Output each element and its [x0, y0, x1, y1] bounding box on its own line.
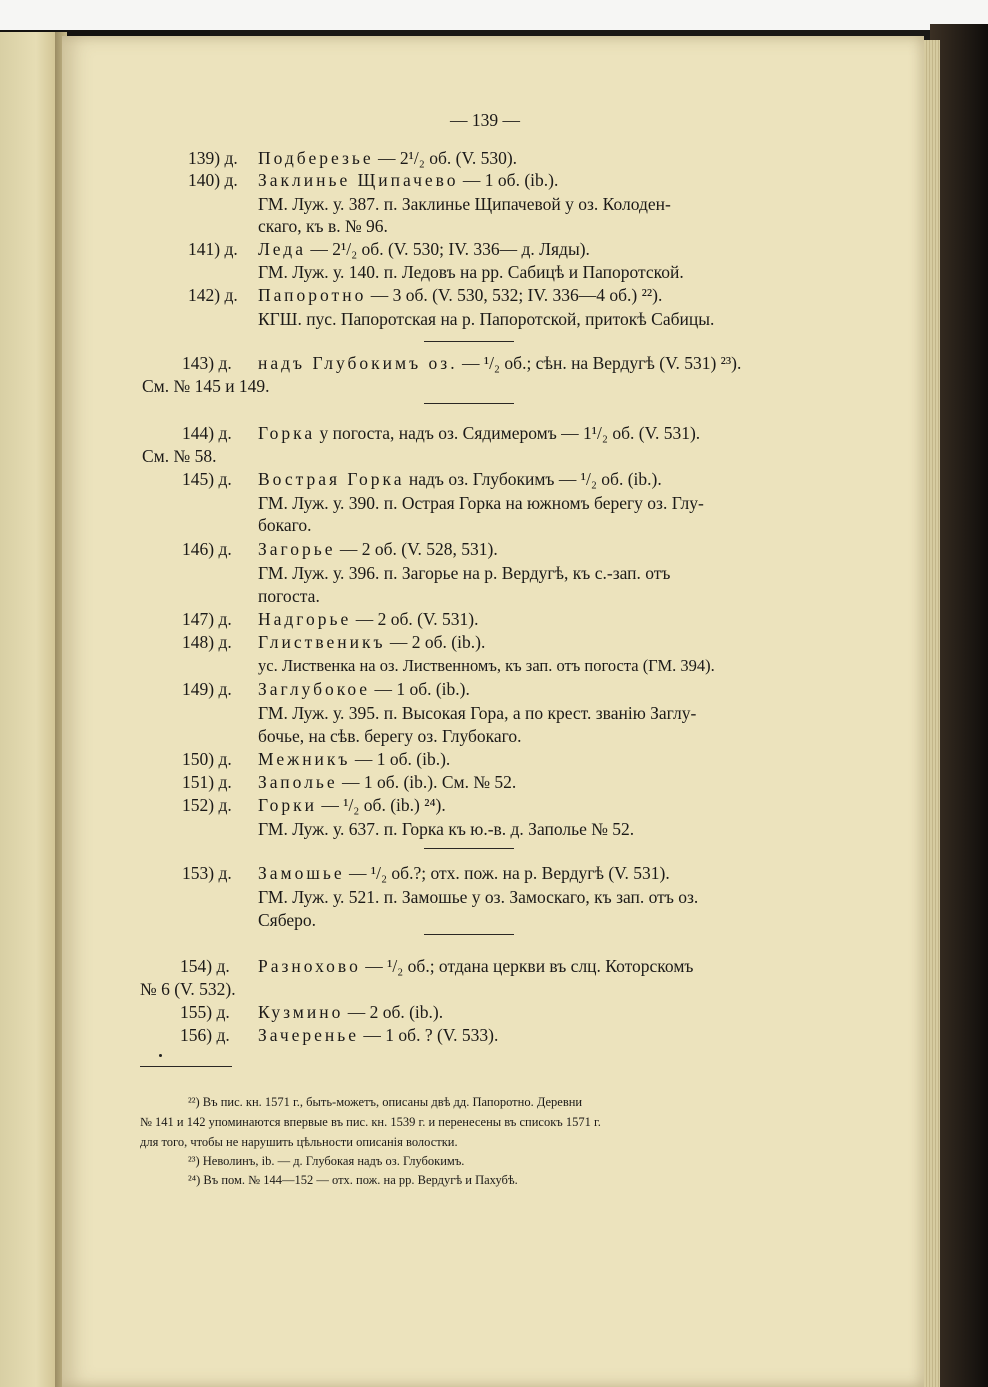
- entry-text: — ¹/₂ об.; сѣн. на Вердугѣ (V. 531) ²³).: [461, 353, 742, 373]
- entry-number: 150) д.: [182, 749, 232, 769]
- village-name: Заполье: [258, 772, 338, 792]
- scan-background-top: [0, 0, 988, 30]
- entry-number: 153) д.: [182, 863, 232, 883]
- entry-text: — 2¹/₂ об. (V. 530; IV. 336— д. Ляды).: [310, 239, 590, 259]
- entry-line: [258, 468, 662, 490]
- entry-number: 145) д.: [182, 469, 232, 489]
- section-divider: [424, 848, 514, 849]
- entry-number: 155) д.: [180, 1002, 230, 1022]
- entry-number: 140) д.: [188, 170, 238, 190]
- village-name: Разнохово: [258, 956, 361, 976]
- section-divider: [424, 934, 514, 935]
- village-name: Загорье: [258, 539, 336, 559]
- entry-line: [258, 1001, 443, 1023]
- entry-text: — 2 об. (ib.).: [347, 1002, 444, 1022]
- entry-text: — 1 об. (ib.).: [374, 679, 470, 699]
- entry-line: [258, 631, 485, 653]
- entry-number: 146) д.: [182, 539, 232, 559]
- footnote-22: ²²) Въ пис. кн. 1571 г., быть-можетъ, описаны двѣ дд. Папоротно. Деревни: [188, 1095, 583, 1109]
- entry-detail: № 6 (V. 532).: [140, 979, 236, 999]
- entry-text: надъ оз. Глубокимъ — ¹/₂ об. (ib.).: [408, 469, 662, 489]
- footnote-22-cont: для того, чтобы не нарушить цѣльности описанія волостки.: [140, 1135, 458, 1149]
- village-name: Горки: [258, 795, 317, 815]
- entry-line: [258, 794, 446, 816]
- entry-line: [258, 422, 700, 444]
- entry-detail: ГМ. Луж. у. 140. п. Ледовъ на рр. Сабицѣ и Папоротской.: [258, 262, 684, 282]
- entry-text: — ¹/₂ об.?; отх. пож. на р. Вердугѣ (V. 531).: [348, 863, 670, 883]
- entry-line: [258, 284, 662, 306]
- entry-line: [258, 1024, 498, 1046]
- entry-detail: ГМ. Луж. у. 521. п. Замошье у оз. Замоскаго, къ зап. отъ оз.: [258, 887, 699, 907]
- entry-detail: ГМ. Луж. у. 396. п. Загорье на р. Вердугѣ, къ с.-зап. отъ: [258, 563, 671, 583]
- entry-text: — 3 об. (V. 530, 532; IV. 336—4 об.) ²²).: [370, 285, 663, 305]
- speck: [159, 1054, 162, 1057]
- entry-text: — 1 об. (ib.). См. № 52.: [342, 772, 517, 792]
- village-name: Заглубокое: [258, 679, 371, 699]
- facing-page-edge: [0, 32, 60, 1387]
- entry-text: у погоста, надъ оз. Сядимеромъ — 1¹/₂ об. (V. 531).: [319, 423, 701, 443]
- entry-detail: ГМ. Луж. у. 390. п. Острая Горка на южномъ берегу оз. Глу-: [258, 493, 704, 513]
- entry-text: — 1 об. (ib.).: [462, 170, 559, 190]
- entry-detail: погоста.: [258, 586, 320, 606]
- entry-detail: ГМ. Луж. у. 395. п. Высокая Гора, а по крест. званію Заглу-: [258, 703, 697, 723]
- village-name: Горка: [258, 423, 316, 443]
- village-name: Папоротно: [258, 285, 367, 305]
- village-name: Зачеренье: [258, 1025, 360, 1045]
- village-name: Леда: [258, 239, 306, 259]
- footnote-24: ²⁴) Въ пом. № 144—152 — отх. пож. на рр. Вердугѣ и Пахубѣ.: [188, 1173, 518, 1187]
- footnote-22-cont: № 141 и 142 упоминаются впервые въ пис. кн. 1539 г. и перенесены въ списокъ 1571 г.: [140, 1115, 601, 1129]
- village-name: Подберезье: [258, 148, 374, 168]
- entry-text: — 2 об. (V. 531).: [355, 609, 479, 629]
- entry-detail: ГМ. Луж. у. 637. п. Горка къ ю.-в. д. Заполье № 52.: [258, 819, 635, 839]
- entry-text: — ¹/₂ об.; отдана церкви въ слц. Которскомъ: [365, 956, 694, 976]
- entry-text: — 2¹/₂ об. (V. 530).: [378, 148, 518, 168]
- footnote-23: ²³) Неволинъ, ib. — д. Глубокая надъ оз. Глубокимъ.: [188, 1154, 465, 1168]
- village-name: Кузмино: [258, 1002, 344, 1022]
- entry-text: — ¹/₂ об. (ib.) ²⁴).: [321, 795, 446, 815]
- entry-number: 156) д.: [180, 1025, 230, 1045]
- section-divider: [424, 403, 514, 404]
- entry-line: [258, 352, 741, 374]
- entry-number: 154) д.: [180, 956, 230, 976]
- footnote-divider: [140, 1066, 232, 1067]
- village-name: Вострая Горка: [258, 469, 405, 489]
- entry-detail: Сяберо.: [258, 910, 317, 930]
- entry-number: 152) д.: [182, 795, 232, 815]
- page-number: — 139 —: [450, 110, 520, 130]
- entry-detail: бочье, на сѣв. берегу оз. Глубокаго.: [258, 726, 522, 746]
- entry-line: [258, 538, 498, 560]
- entry-number: 142) д.: [188, 285, 238, 305]
- entry-number: 149) д.: [182, 679, 232, 699]
- village-name: Заклинье Щипачево: [258, 170, 459, 190]
- village-name: Глиственикъ: [258, 632, 386, 652]
- entry-text: — 1 об. (ib.).: [354, 749, 451, 769]
- entry-detail: См. № 145 и 149.: [142, 376, 270, 396]
- entry-line: [258, 238, 590, 260]
- entry-detail: скаго, къ в. № 96.: [258, 216, 388, 236]
- entry-number: 147) д.: [182, 609, 232, 629]
- entry-line: [258, 748, 450, 770]
- entry-line: [258, 147, 517, 169]
- entry-number: 139) д.: [188, 148, 238, 168]
- entry-number: 151) д.: [182, 772, 232, 792]
- entry-number: 148) д.: [182, 632, 232, 652]
- entry-detail: ус. Лиственка на оз. Лиственномъ, къ зап. отъ погоста (ГМ. 394).: [258, 656, 715, 675]
- entry-detail: См. № 58.: [142, 446, 217, 466]
- entry-line: [258, 169, 558, 191]
- book-page: [62, 36, 924, 1387]
- entry-text: — 2 об. (ib.).: [389, 632, 486, 652]
- entry-detail: ГМ. Луж. у. 387. п. Заклинье Щипачевой у оз. Колоден-: [258, 194, 671, 214]
- entry-line: [258, 678, 470, 700]
- village-name: Надгорье: [258, 609, 352, 629]
- entry-text: — 2 об. (V. 528, 531).: [339, 539, 498, 559]
- entry-text: — 1 об. ? (V. 533).: [363, 1025, 499, 1045]
- entry-line: [258, 862, 670, 884]
- village-name: Межникъ: [258, 749, 351, 769]
- entry-line: [258, 771, 516, 793]
- entry-number: 141) д.: [188, 239, 238, 259]
- village-name: надъ Глубокимъ оз.: [258, 353, 458, 373]
- entry-line: [258, 955, 693, 977]
- entry-number: 144) д.: [182, 423, 232, 443]
- entry-line: [258, 608, 479, 630]
- entry-number: 143) д.: [182, 353, 232, 373]
- section-divider: [424, 341, 514, 342]
- entry-detail: КГШ. пус. Папоротская на р. Папоротской, притокѣ Сабицы.: [258, 309, 715, 329]
- village-name: Замошье: [258, 863, 345, 883]
- entry-detail: бокаго.: [258, 515, 312, 535]
